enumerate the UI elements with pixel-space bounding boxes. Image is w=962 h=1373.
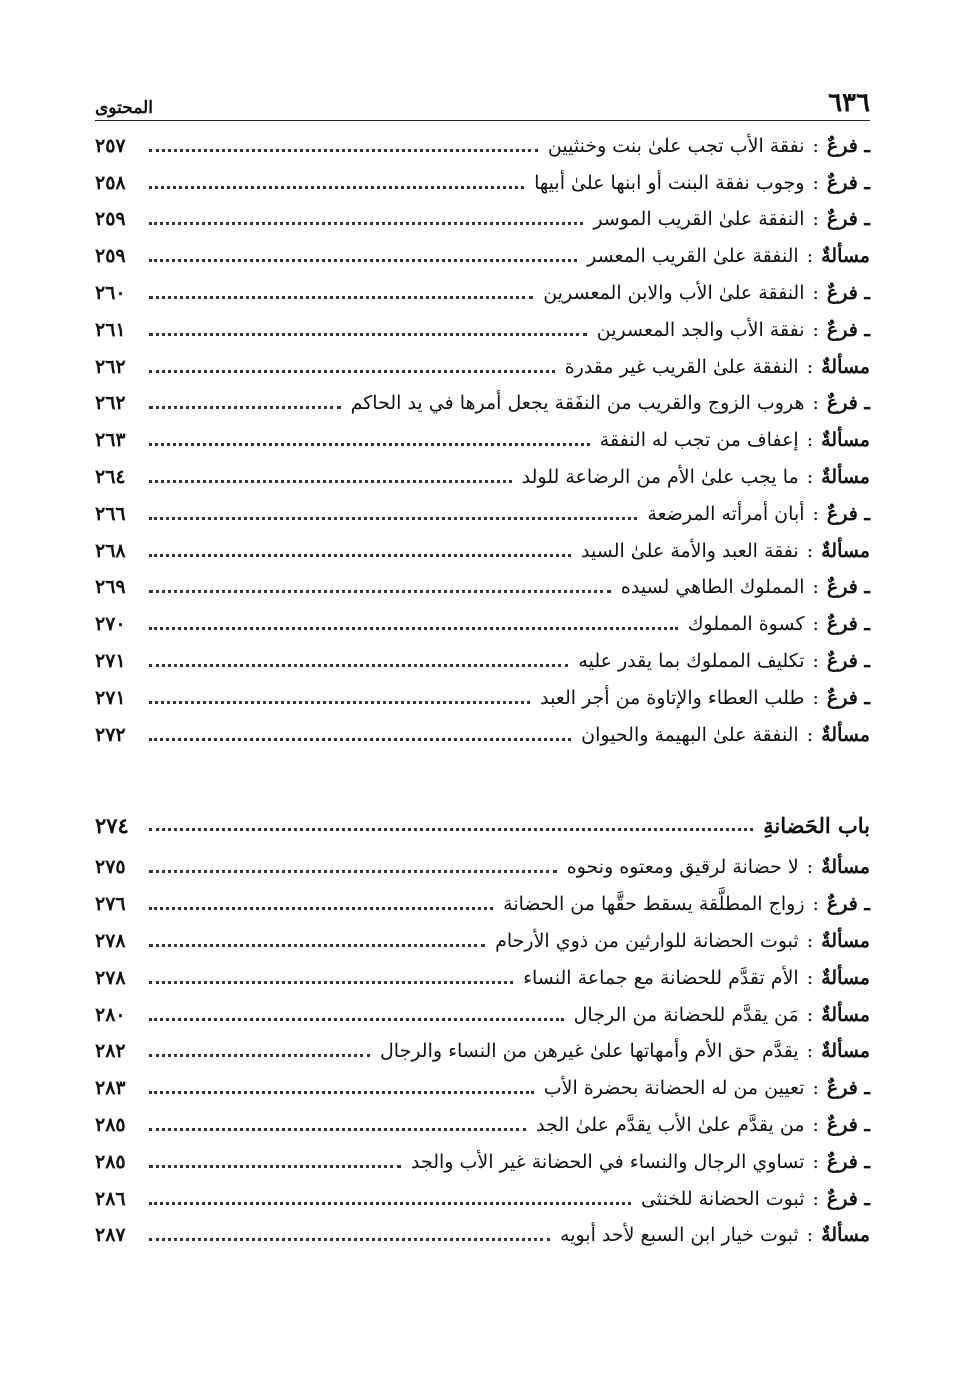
toc-entry[interactable]: [95, 459, 870, 496]
dot-leader: [149, 259, 577, 262]
entry-separator: :: [812, 502, 819, 525]
table-of-contents: [95, 128, 870, 1254]
entry-separator: :: [812, 171, 819, 194]
toc-entry[interactable]: [95, 386, 870, 423]
entry-title: يقدَّم حق الأم وأمهاتها علىٰ غيرهن من النساء والرجال: [379, 1040, 799, 1063]
section-heading-row[interactable]: [95, 806, 870, 846]
entry-title: النفقة علىٰ القريب غير مقدرة: [564, 355, 799, 378]
entry-title: هروب الزوج والقريب من النفَقة يجعل أمرها في يد الحاكم: [350, 392, 805, 415]
entry-title: زواج المطلَّقة يسقط حقَّها من الحضانة: [503, 893, 805, 916]
entry-page-number: ٢٧٥: [95, 856, 126, 879]
entry-title: من يقدَّم علىٰ الأب يقدَّم علىٰ الجد: [536, 1114, 805, 1137]
entry-title: ثبوت الحضانة للخنثى: [640, 1187, 805, 1210]
entry-separator: :: [806, 1003, 814, 1026]
entry-separator: :: [806, 723, 814, 746]
entry-kind: ـ فرعٌ: [826, 1114, 870, 1137]
dot-leader: [149, 517, 637, 520]
entry-page-number: ٢٥٩: [95, 245, 126, 268]
entry-kind: مسألةٌ: [821, 723, 870, 746]
toc-entry[interactable]: [95, 312, 870, 349]
entry-title: النفقة علىٰ الأب والابن المعسرين: [543, 282, 805, 305]
toc-entry[interactable]: [95, 128, 870, 165]
dot-leader: [149, 443, 590, 446]
toc-entry[interactable]: [95, 422, 870, 459]
entry-separator: :: [812, 282, 819, 305]
entry-page-number: ٢٦٣: [95, 429, 126, 452]
entry-page-number: ٢٦٩: [95, 576, 126, 599]
dot-leader: [149, 664, 568, 667]
toc-entry[interactable]: [95, 850, 870, 887]
entry-page-number: ٢٦٤: [95, 466, 126, 489]
dot-leader: [149, 1018, 564, 1021]
entry-separator: :: [806, 245, 814, 268]
entry-title: إعفاف من تجب له النفقة: [599, 429, 799, 452]
entry-separator: :: [806, 429, 814, 452]
entry-separator: :: [812, 208, 819, 231]
entry-page-number: ٢٧٦: [95, 893, 126, 916]
entry-kind: مسألةٌ: [821, 466, 870, 489]
entry-page-number: ٢٧٢: [95, 723, 126, 746]
entry-separator: :: [806, 355, 814, 378]
entry-kind: ـ فرعٌ: [826, 171, 870, 194]
dot-leader: [149, 1165, 401, 1168]
entry-page-number: ٢٨٦: [95, 1187, 126, 1210]
entry-page-number: ٢٨٠: [95, 1003, 126, 1026]
toc-entry[interactable]: [95, 1144, 870, 1181]
dot-leader: [149, 738, 571, 741]
page-number: ٦٣٦: [828, 88, 870, 118]
section-gap: [95, 754, 870, 806]
entry-kind: ـ فرعٌ: [826, 1187, 870, 1210]
entry-page-number: ٢٦٦: [95, 502, 126, 525]
entry-title: المملوك الطاهي لسيده: [620, 576, 805, 599]
entry-page-number: ٢٦٠: [95, 282, 126, 305]
entry-title: طلب العطاء والإتاوة من أجر العبد: [540, 686, 805, 709]
entry-title: تكليف المملوك بما يقدر عليه: [578, 650, 805, 673]
entry-separator: :: [806, 466, 814, 489]
dot-leader: [149, 296, 533, 299]
entry-page-number: ٢٨٣: [95, 1077, 126, 1100]
entry-kind: ـ فرعٌ: [826, 650, 870, 673]
dot-leader: [149, 828, 753, 831]
entry-separator: :: [812, 576, 819, 599]
entry-separator: :: [812, 1150, 819, 1173]
toc-entry[interactable]: [95, 496, 870, 533]
entry-title: نفقة العبد والأمة علىٰ السيد: [581, 539, 799, 562]
toc-entry[interactable]: [95, 886, 870, 923]
entry-title: الأم تقدَّم للحضانة مع جماعة النساء: [523, 966, 799, 989]
entry-separator: :: [812, 893, 819, 916]
entry-kind: مسألةٌ: [821, 856, 870, 879]
entry-page-number: ٢٧١: [95, 686, 126, 709]
dot-leader: [149, 1202, 631, 1205]
entry-separator: :: [806, 856, 814, 879]
entry-separator: :: [812, 392, 819, 415]
entry-kind: مسألةٌ: [821, 245, 870, 268]
entry-separator: :: [812, 613, 819, 636]
entry-title: تعيين من له الحضانة بحضرة الأب: [543, 1077, 805, 1100]
entry-title: ثبوت خيار ابن السبع لأحد أبويه: [560, 1224, 799, 1247]
entry-title: ثبوت الحضانة للوارثين من ذوي الأرحام: [495, 930, 799, 953]
section-page-number: ٢٧٤: [95, 813, 129, 839]
dot-leader: [149, 554, 571, 557]
entry-separator: :: [806, 1224, 814, 1247]
section-title: باب الحَضانةِ: [763, 813, 870, 839]
toc-entry[interactable]: [95, 1107, 870, 1144]
entry-kind: ـ فرعٌ: [826, 576, 870, 599]
entry-page-number: ٢٨٧: [95, 1224, 126, 1247]
toc-entry[interactable]: [95, 165, 870, 202]
toc-part-1: [95, 128, 870, 754]
entry-separator: :: [806, 930, 814, 953]
entry-kind: ـ فرعٌ: [826, 208, 870, 231]
entry-kind: مسألةٌ: [821, 1003, 870, 1026]
toc-part-2: [95, 850, 870, 1255]
entry-separator: :: [806, 966, 814, 989]
entry-title: النفقة علىٰ القريب الموسر: [593, 208, 805, 231]
dot-leader: [149, 480, 512, 483]
dot-leader: [149, 406, 341, 409]
toc-entry[interactable]: [95, 680, 870, 717]
entry-kind: مسألةٌ: [821, 966, 870, 989]
entry-page-number: ٢٦١: [95, 318, 126, 341]
entry-kind: ـ فرعٌ: [826, 502, 870, 525]
entry-separator: :: [812, 1187, 819, 1210]
dot-leader: [149, 1128, 526, 1131]
entry-page-number: ٢٧٨: [95, 930, 126, 953]
entry-separator: :: [806, 1040, 814, 1063]
toc-entry[interactable]: [95, 533, 870, 570]
dot-leader: [149, 1091, 534, 1094]
entry-separator: :: [812, 650, 819, 673]
entry-page-number: ٢٦٢: [95, 392, 126, 415]
toc-entry[interactable]: [95, 202, 870, 239]
entry-separator: :: [812, 134, 819, 157]
toc-entry[interactable]: [95, 960, 870, 997]
dot-leader: [149, 333, 587, 336]
toc-entry[interactable]: [95, 606, 870, 643]
entry-page-number: ٢٥٩: [95, 208, 126, 231]
entry-title: تساوي الرجال والنساء في الحضانة غير الأب والجد: [410, 1150, 805, 1173]
entry-kind: مسألةٌ: [821, 930, 870, 953]
dot-leader: [149, 627, 678, 630]
entry-separator: :: [812, 686, 819, 709]
dot-leader: [149, 590, 611, 593]
dot-leader: [149, 222, 583, 225]
entry-separator: :: [812, 1077, 819, 1100]
entry-title: نفقة الأب والجد المعسرين: [596, 318, 805, 341]
toc-entry[interactable]: [95, 238, 870, 275]
entry-title: كسوة المملوك: [687, 613, 805, 636]
toc-entry[interactable]: [95, 570, 870, 607]
entry-kind: ـ فرعٌ: [826, 1077, 870, 1100]
entry-page-number: ٢٨٥: [95, 1114, 126, 1137]
entry-separator: :: [812, 1114, 819, 1137]
entry-kind: ـ فرعٌ: [826, 392, 870, 415]
entry-title: نفقة الأب تجب علىٰ بنت وخنثيين: [547, 134, 805, 157]
entry-page-number: ٢٥٨: [95, 171, 126, 194]
entry-kind: ـ فرعٌ: [826, 613, 870, 636]
entry-kind: ـ فرعٌ: [826, 282, 870, 305]
entry-kind: ـ فرعٌ: [826, 134, 870, 157]
toc-entry[interactable]: [95, 923, 870, 960]
entry-kind: ـ فرعٌ: [826, 318, 870, 341]
entry-title: ما يجب علىٰ الأم من الرضاعة للولد: [521, 466, 799, 489]
entry-separator: :: [806, 539, 814, 562]
entry-page-number: ٢٨٥: [95, 1150, 126, 1173]
dot-leader: [149, 701, 530, 704]
page-header: [95, 82, 870, 118]
dot-leader: [149, 149, 538, 152]
entry-page-number: ٢٧٠: [95, 613, 126, 636]
toc-entry[interactable]: [95, 275, 870, 312]
dot-leader: [149, 981, 513, 984]
toc-entry[interactable]: [95, 717, 870, 754]
entry-page-number: ٢٧١: [95, 650, 126, 673]
entry-kind: ـ فرعٌ: [826, 1150, 870, 1173]
toc-entry[interactable]: [95, 1034, 870, 1071]
entry-kind: ـ فرعٌ: [826, 893, 870, 916]
entry-kind: مسألةٌ: [821, 429, 870, 452]
entry-page-number: ٢٧٨: [95, 966, 126, 989]
entry-title: النفقة علىٰ البهيمة والحيوان: [581, 723, 799, 746]
entry-title: النفقة علىٰ القريب المعسر: [587, 245, 799, 268]
dot-leader: [149, 907, 493, 910]
dot-leader: [149, 370, 555, 373]
entry-title: وجوب نفقة البنت أو ابنها علىٰ أبيها: [534, 171, 805, 194]
dot-leader: [149, 944, 485, 947]
header-rule: [95, 120, 870, 121]
entry-page-number: ٢٦٨: [95, 539, 126, 562]
entry-separator: :: [812, 318, 819, 341]
entry-page-number: ٢٦٢: [95, 355, 126, 378]
dot-leader: [149, 1054, 370, 1057]
entry-title: أبان أمرأته المرضعة: [647, 502, 805, 525]
entry-title: مَن يقدَّم للحضانة من الرجال: [573, 1003, 799, 1026]
entry-page-number: ٢٥٧: [95, 134, 126, 157]
entry-title: لا حضانة لرقيق ومعتوه ونحوه: [566, 856, 799, 879]
toc-entry[interactable]: [95, 1218, 870, 1255]
running-title: المحتوى: [95, 98, 153, 118]
entry-kind: مسألةٌ: [821, 1040, 870, 1063]
entry-kind: مسألةٌ: [821, 539, 870, 562]
toc-entry[interactable]: [95, 1181, 870, 1218]
entry-page-number: ٢٨٢: [95, 1040, 126, 1063]
entry-kind: ـ فرعٌ: [826, 686, 870, 709]
toc-entry[interactable]: [95, 349, 870, 386]
toc-entry[interactable]: [95, 643, 870, 680]
entry-kind: مسألةٌ: [821, 355, 870, 378]
toc-entry[interactable]: [95, 997, 870, 1034]
entry-kind: مسألةٌ: [821, 1224, 870, 1247]
dot-leader: [149, 1238, 550, 1241]
dot-leader: [149, 186, 524, 189]
toc-entry[interactable]: [95, 1070, 870, 1107]
dot-leader: [149, 870, 557, 873]
